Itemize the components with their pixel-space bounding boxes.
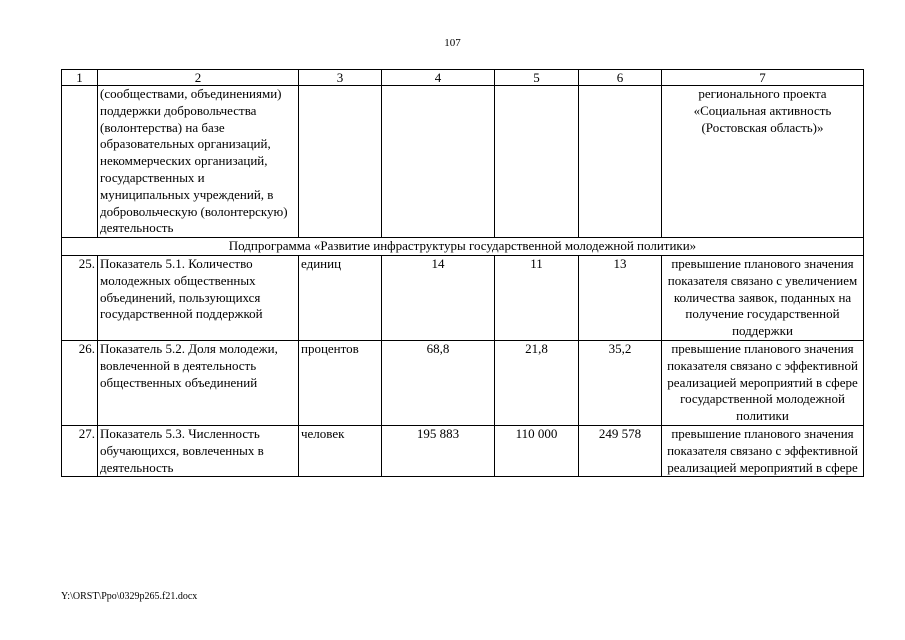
- value-col4: 68,8: [382, 340, 495, 425]
- header-cell: 6: [579, 70, 662, 86]
- table-row: [62, 255, 864, 340]
- indicators-table: [61, 69, 864, 477]
- row-number: [62, 86, 98, 238]
- indicator-description: Показатель 5.1. Количество молодежных общественных объединений, пользующихся государственной поддержкой: [98, 255, 299, 340]
- file-path: Y:\ORST\Ppo\0329p265.f21.docx: [61, 591, 198, 602]
- header-cell: 7: [662, 70, 864, 86]
- value-col6: 249 578: [579, 425, 662, 476]
- unit-cell: процентов: [299, 340, 382, 425]
- header-cell: 5: [495, 70, 579, 86]
- subprogram-row: [62, 238, 864, 256]
- row-number: 25.: [62, 255, 98, 340]
- header-row: [62, 70, 864, 86]
- header-cell: 2: [98, 70, 299, 86]
- value-col4: 195 883: [382, 425, 495, 476]
- page-number: 107: [444, 37, 461, 49]
- header-cell: 4: [382, 70, 495, 86]
- value-cell: [579, 86, 662, 238]
- value-col5: 11: [495, 255, 579, 340]
- value-col5: 21,8: [495, 340, 579, 425]
- table-row-continuation: [62, 86, 864, 238]
- indicator-description: Показатель 5.3. Численность обучающихся, вовлеченных в деятельность: [98, 425, 299, 476]
- value-col4: 14: [382, 255, 495, 340]
- note-cell: превышение планового значения показателя связано с эффективной реализацией мероприятий в сфере государственной молодежной политики: [662, 340, 864, 425]
- unit-cell: [299, 86, 382, 238]
- header-cell: 1: [62, 70, 98, 86]
- value-col6: 35,2: [579, 340, 662, 425]
- indicator-description: (сообществами, объединениями) поддержки добровольчества (волонтерства) на базе образовательных организаций, некоммерческих организаций, государственных и муниципальных учреждений, в добровольческую (волонтерскую) деятельность: [98, 86, 299, 238]
- value-cell: [495, 86, 579, 238]
- table-row: [62, 425, 864, 476]
- subprogram-title: Подпрограмма «Развитие инфраструктуры государственной молодежной политики»: [62, 238, 864, 256]
- note-cell: превышение планового значения показателя связано с увеличением количества заявок, поданных на получение государственной поддержки: [662, 255, 864, 340]
- table-row: [62, 340, 864, 425]
- value-col6: 13: [579, 255, 662, 340]
- row-number: 27.: [62, 425, 98, 476]
- row-number: 26.: [62, 340, 98, 425]
- unit-cell: единиц: [299, 255, 382, 340]
- note-cell: превышение планового значения показателя связано с эффективной реализацией мероприятий в сфере: [662, 425, 864, 476]
- note-cell: регионального проекта «Социальная активность (Ростовская область)»: [662, 86, 864, 238]
- indicator-description: Показатель 5.2. Доля молодежи, вовлеченной в деятельность общественных объединений: [98, 340, 299, 425]
- unit-cell: человек: [299, 425, 382, 476]
- value-cell: [382, 86, 495, 238]
- value-col5: 110 000: [495, 425, 579, 476]
- header-cell: 3: [299, 70, 382, 86]
